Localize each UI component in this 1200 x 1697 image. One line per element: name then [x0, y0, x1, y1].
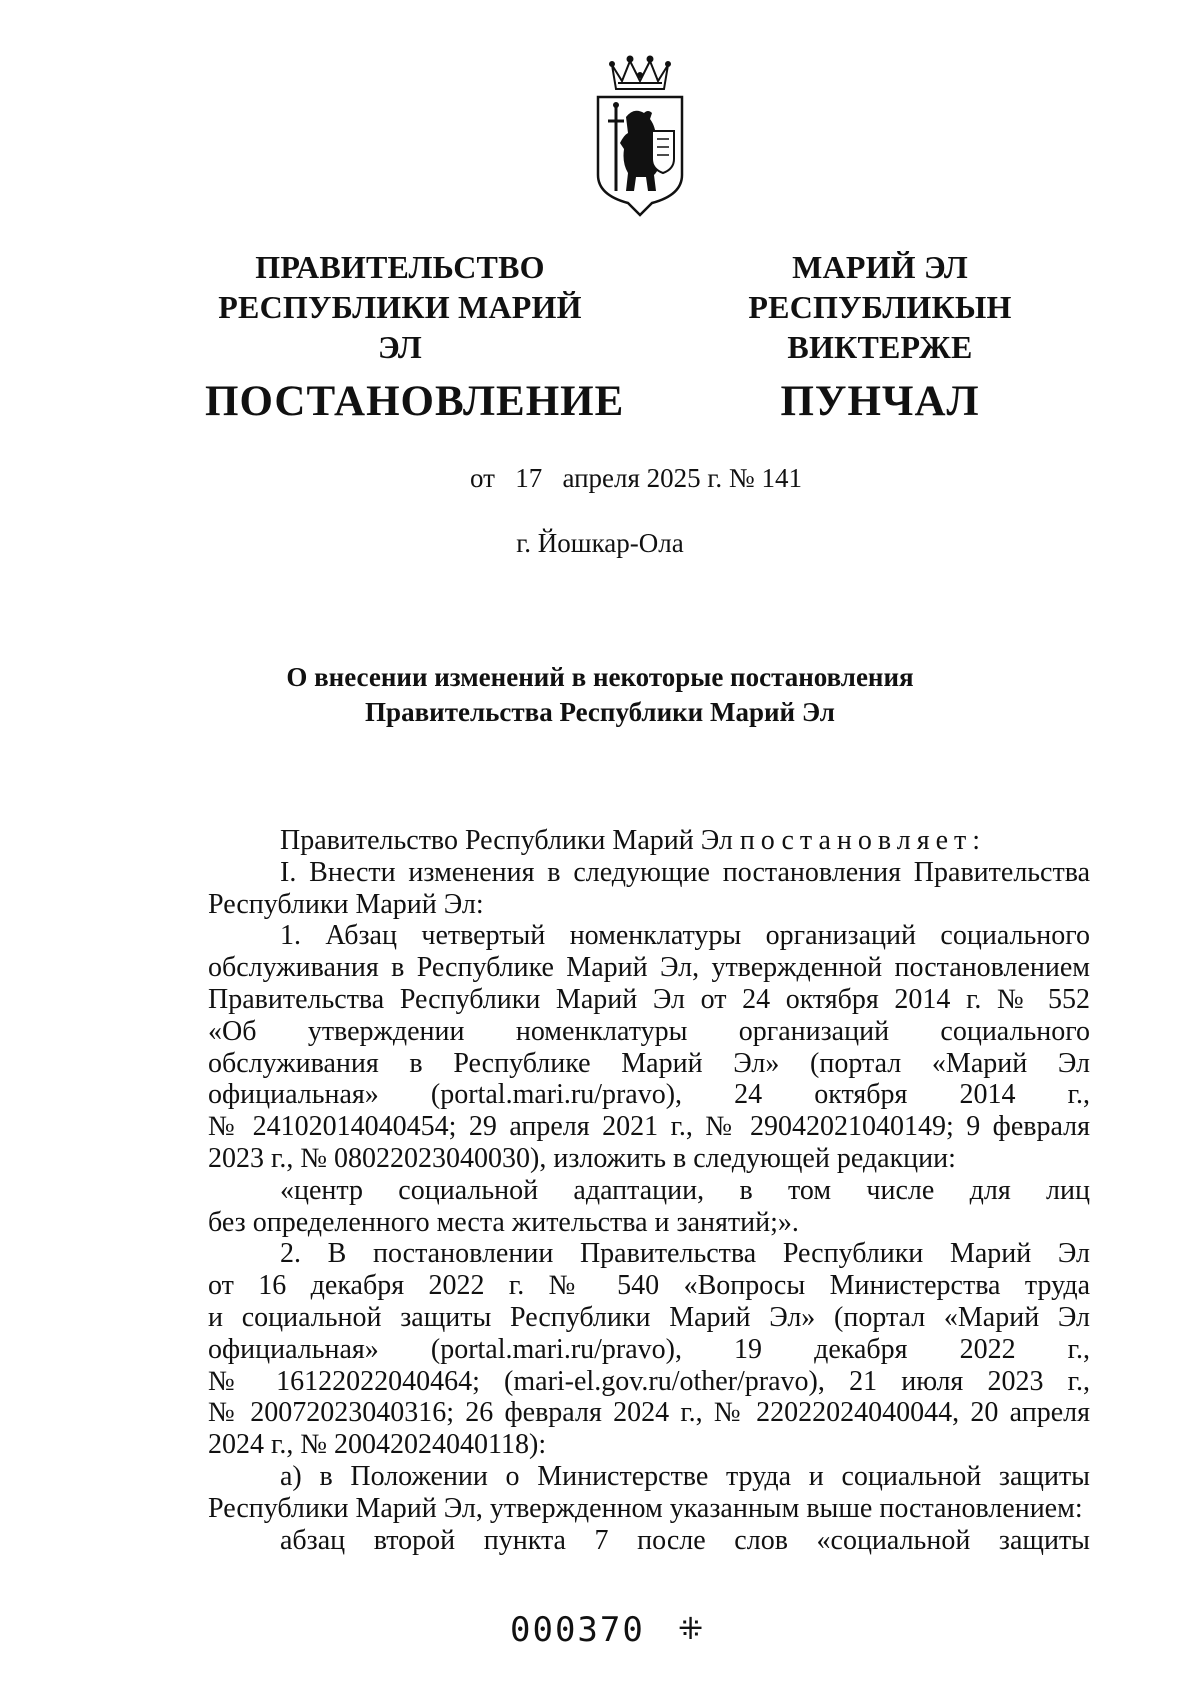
republic-label: РЕСПУБЛИКИ МАРИЙ ЭЛ — [218, 289, 582, 365]
title-line: Правительства Республики Марий Эл — [365, 697, 835, 727]
city: г. Йошкар-Ола — [516, 528, 684, 558]
paragraph-line: абзац второй пункта 7 после слов «социальной защиты — [280, 1524, 1090, 1556]
coat-of-arms-icon — [590, 55, 690, 225]
header-left — [205, 247, 625, 427]
paragraph-line: I. Внести изменения в следующие постановления Правительства — [280, 856, 1090, 888]
paragraph-line: и социальной защиты Республики Марий Эл» (портал «Марий Эл — [208, 1301, 1090, 1333]
document-body — [208, 825, 1090, 1556]
paragraph-line: 2023 г., № 08022023040030), изложить в следующей редакции: — [208, 1142, 956, 1174]
paragraph-line: без определенного места жительства и занятий;». — [208, 1206, 799, 1238]
footer-mark-icon: ⁜ — [678, 1612, 704, 1647]
paragraph-line: «центр социальной адаптации, в том числе для лиц — [280, 1174, 1090, 1206]
paragraph-line: 2. В постановлении Правительства Республики Марий Эл — [280, 1238, 1090, 1270]
paragraph-line: 1. Абзац четвертый номенклатуры организаций социального — [280, 920, 1090, 952]
date-rest: апреля 2025 г. № 141 — [562, 463, 802, 493]
republic-label-mari: ВИКТЕРЖЕ — [787, 329, 973, 365]
paragraph-line: № 24102014040454; 29 апреля 2021 г., № 29042021040149; 9 февраля — [208, 1111, 1090, 1143]
paragraph-line: а) в Положении о Министерстве труда и социальной защиты — [280, 1460, 1090, 1492]
document-date — [470, 463, 802, 494]
paragraph-line: от 16 декабря 2022 г. № 540 «Вопросы Министерства труда — [208, 1270, 1090, 1302]
paragraph-line: № 20072023040316; 26 февраля 2024 г., № 22022024040044, 20 апреля — [208, 1397, 1090, 1429]
paragraph-line: официальная» (portal.mari.ru/pravo), 19 декабря 2022 г., — [208, 1333, 1090, 1365]
paragraph-line: обслуживания в Республике Марий Эл, утвержденной постановлением — [208, 952, 1090, 984]
paragraph-line: «Об утверждении номенклатуры организаций социального — [208, 1015, 1090, 1047]
paragraph-line: обслуживания в Республике Марий Эл» (портал «Марий Эл — [208, 1047, 1090, 1079]
document-title — [0, 660, 1200, 730]
document-type-mari: ПУНЧАЛ — [780, 378, 980, 425]
date-prefix: от — [470, 463, 495, 493]
title-line: О внесении изменений в некоторые постановления — [286, 662, 914, 692]
serial-number: 000370 — [510, 1610, 645, 1650]
paragraph-line: официальная» (portal.mari.ru/pravo), 24 октября 2014 г., — [208, 1079, 1090, 1111]
paragraph-line: Республики Марий Эл: — [208, 888, 484, 920]
document-type: ПОСТАНОВЛЕНИЕ — [205, 378, 625, 425]
date-day: 17 — [515, 463, 543, 493]
paragraph-line: № 16122022040464; (mari-el.gov.ru/other/pravo), 21 июля 2023 г., — [208, 1365, 1090, 1397]
government-label: ПРАВИТЕЛЬСТВО — [255, 249, 545, 285]
header-right — [660, 247, 1100, 427]
paragraph-line: Правительства Республики Марий Эл от 24 октября 2014 г. № 552 — [208, 983, 1090, 1015]
paragraph-line: Республики Марий Эл, утвержденном указанным выше постановлением: — [208, 1492, 1083, 1524]
preamble: Правительство Республики Марий Эл постановляет: — [280, 825, 987, 856]
paragraph-line: 2024 г., № 20042024040118): — [208, 1429, 547, 1461]
government-label-mari: МАРИЙ ЭЛ РЕСПУБЛИКЫН — [748, 249, 1012, 325]
